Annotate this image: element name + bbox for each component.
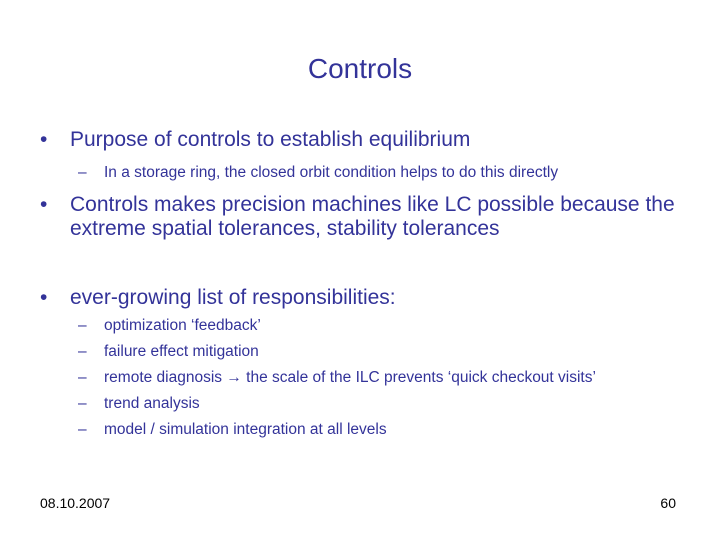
- list-item-marker: –: [78, 421, 87, 438]
- page-number: 60: [660, 495, 676, 511]
- bullet-item: [40, 193, 700, 241]
- list-item-marker: –: [78, 317, 87, 334]
- footer-date: 08.10.2007: [40, 495, 111, 511]
- list-item-marker: –: [78, 343, 87, 360]
- bullet-marker: •: [40, 193, 48, 216]
- list-item-text: trend analysis: [104, 395, 200, 412]
- list-item-text: optimization ‘feedback’: [104, 317, 261, 334]
- bullet-item: [40, 286, 700, 310]
- bullet-text: ever-growing list of responsibilities:: [70, 286, 396, 309]
- bullet-item: [40, 128, 700, 152]
- bullet-text: Purpose of controls to establish equilibrium: [70, 128, 471, 151]
- list-item: [78, 365, 708, 391]
- list-item: [78, 417, 708, 443]
- list-item-text: remote diagnosis → the scale of the ILC prevents ‘quick checkout visits’: [104, 369, 596, 386]
- list-item: [78, 391, 708, 417]
- list-item-text: model / simulation integration at all levels: [104, 421, 387, 438]
- list-item-text: failure effect mitigation: [104, 343, 259, 360]
- bullet-marker: •: [40, 286, 48, 309]
- sub-bullet-item: [78, 160, 708, 186]
- sub-bullet-marker: –: [78, 164, 87, 181]
- sub-bullet-text: In a storage ring, the closed orbit condition helps to do this directly: [104, 164, 559, 181]
- responsibilities-list: [78, 313, 708, 443]
- list-item-marker: –: [78, 395, 87, 412]
- bullet-marker: •: [40, 128, 48, 151]
- list-item-marker: –: [78, 369, 87, 386]
- bullet-text: Controls makes precision machines like LC possible because the extreme spatial tolerances, stability tolerances: [70, 193, 675, 240]
- slide-title: Controls: [307, 53, 413, 84]
- list-item: [78, 339, 708, 365]
- list-item: [78, 313, 708, 339]
